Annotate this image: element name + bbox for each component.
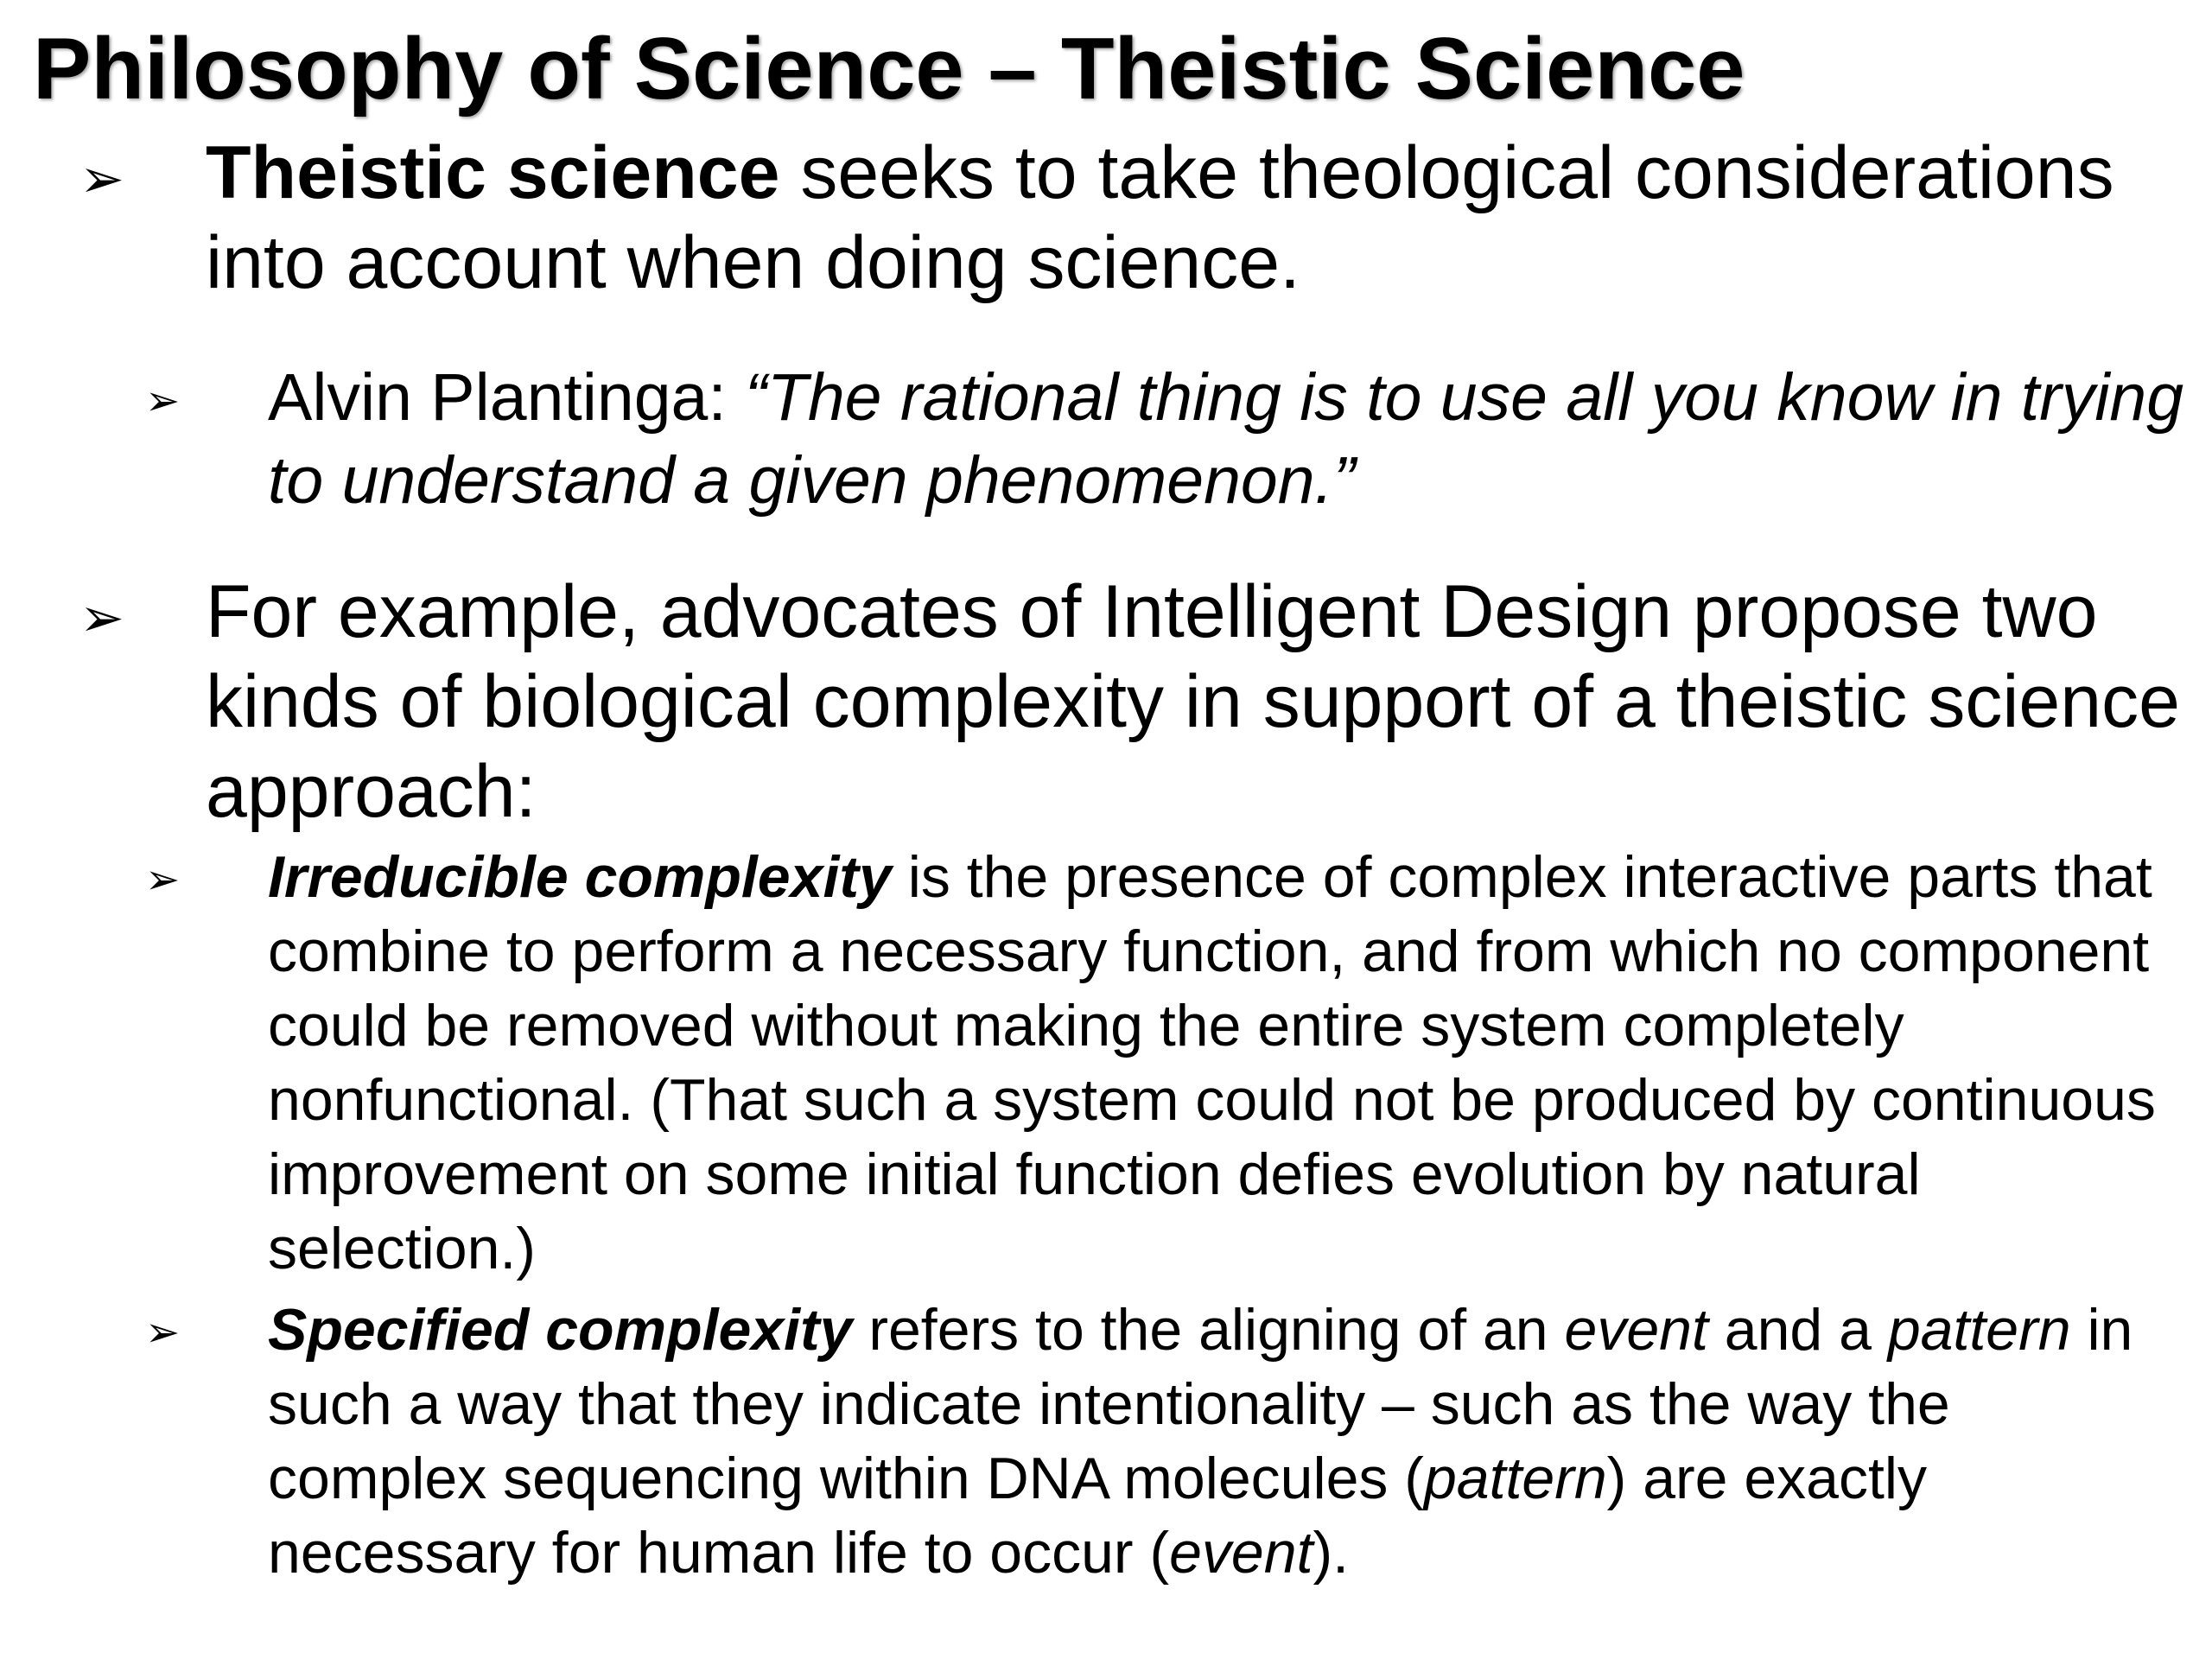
text-run: refers to the aligning of an	[852, 1297, 1565, 1363]
bullet-arrow-icon: ➢	[79, 147, 124, 210]
bullet-text	[206, 128, 2193, 308]
quote-speaker: Alvin Plantinga:	[268, 360, 746, 435]
emph-pattern: pattern	[1423, 1446, 1607, 1511]
bullet-body: seeks to take theological considerations into account when doing science.	[206, 131, 2114, 304]
bullet-arrow-icon: ➢	[145, 1308, 181, 1357]
text-run: and a	[1707, 1297, 1888, 1363]
text-run: ) are exactly necessary for human life to occur (	[268, 1446, 1928, 1586]
emph-pattern: pattern	[1887, 1297, 2071, 1363]
bullet-body: is the presence of complex interactive parts that combine to perform a necessary function, and from which no component could be removed without making the entire system completely nonfunctional. (That such a system could not be produced by continuous improvement on some initial function defies evolution by natural selection.)	[268, 844, 2156, 1281]
term-irreducible-complexity: Irreducible complexity	[268, 844, 892, 910]
bullet-text	[268, 840, 2169, 1286]
slide-title: Philosophy of Science – Theistic Science	[33, 21, 1745, 118]
bullet-arrow-icon: ➢	[145, 377, 181, 425]
text-run: ).	[1313, 1520, 1350, 1586]
emph-event: event	[1169, 1520, 1313, 1586]
quote-text: “The rational thing is to use all you know in trying to understand a given phenomenon.”	[268, 360, 2184, 518]
text-run: in such a way that they indicate intentionality – such as the way the complex sequencing within DNA molecules (	[268, 1297, 2133, 1511]
emph-event: event	[1564, 1297, 1708, 1363]
bullet-text	[268, 1293, 2169, 1590]
bullet-text	[268, 356, 2195, 522]
bullet-text: For example, advocates of Intelligent Design propose two kinds of biological complexity in support of a theistic science approach:	[206, 570, 2180, 833]
term-theistic-science: Theistic science	[206, 131, 780, 214]
bullet-arrow-icon: ➢	[145, 855, 181, 904]
term-specified-complexity: Specified complexity	[268, 1297, 853, 1363]
bullet-arrow-icon: ➢	[79, 586, 124, 649]
